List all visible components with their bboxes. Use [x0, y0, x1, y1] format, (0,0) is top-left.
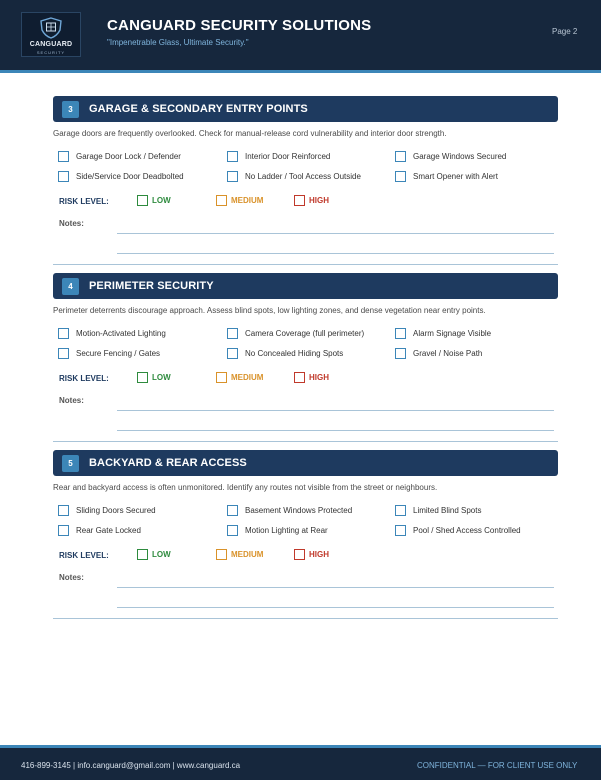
page-footer — [0, 748, 601, 780]
notes-label: Notes: — [59, 396, 84, 405]
checklist-item-label: No Concealed Hiding Spots — [245, 349, 344, 358]
footer-contact-info: 416-899-3145 | info.canguard@gmail.com | www.canguard.ca — [21, 761, 241, 770]
checklist-item-label: Sliding Doors Secured — [76, 506, 156, 515]
risk-high-checkbox[interactable] — [294, 195, 305, 206]
checklist-item-label: Limited Blind Spots — [413, 506, 482, 515]
section-divider — [53, 441, 558, 442]
risk-medium-label: MEDIUM — [231, 373, 264, 382]
section-number: 4 — [62, 278, 79, 295]
risk-low-checkbox[interactable] — [137, 549, 148, 560]
notes-line[interactable] — [117, 607, 554, 608]
notes-label: Notes: — [59, 219, 84, 228]
notes-line[interactable] — [117, 233, 554, 234]
checkbox[interactable] — [58, 348, 69, 359]
section-header-bar — [53, 450, 558, 476]
checkbox[interactable] — [395, 505, 406, 516]
risk-level-label: RISK LEVEL: — [59, 374, 109, 383]
checkbox[interactable] — [227, 151, 238, 162]
notes-line[interactable] — [117, 587, 554, 588]
section-description: Garage doors are frequently overlooked. Check for manual-release cord vulnerability and interior door strength. — [53, 129, 447, 138]
risk-low-label: LOW — [152, 373, 171, 382]
checklist-item-label: Motion-Activated Lighting — [76, 329, 166, 338]
checklist-item-label: Basement Windows Protected — [245, 506, 353, 515]
notes-line[interactable] — [117, 430, 554, 431]
risk-medium-label: MEDIUM — [231, 196, 264, 205]
section-description: Rear and backyard access is often unmonitored. Identify any routes not visible from the street or neighbours. — [53, 483, 438, 492]
checklist-item-label: Alarm Signage Visible — [413, 329, 492, 338]
checklist-item-label: Secure Fencing / Gates — [76, 349, 161, 358]
risk-low-label: LOW — [152, 196, 171, 205]
risk-medium-checkbox[interactable] — [216, 195, 227, 206]
checkbox[interactable] — [58, 151, 69, 162]
section-divider — [53, 264, 558, 265]
section-title: PERIMETER SECURITY — [89, 280, 214, 292]
section-title: GARAGE & SECONDARY ENTRY POINTS — [89, 103, 308, 115]
checkbox[interactable] — [395, 348, 406, 359]
checklist-item-label: Interior Door Reinforced — [245, 152, 331, 161]
section-title: BACKYARD & REAR ACCESS — [89, 457, 247, 469]
risk-high-label: HIGH — [309, 196, 329, 205]
checkbox[interactable] — [227, 328, 238, 339]
checkbox[interactable] — [58, 328, 69, 339]
risk-medium-label: MEDIUM — [231, 550, 264, 559]
risk-level-label: RISK LEVEL: — [59, 551, 109, 560]
checkbox[interactable] — [395, 328, 406, 339]
checklist-item-label: Rear Gate Locked — [76, 526, 141, 535]
company-logo — [21, 12, 81, 57]
checkbox[interactable] — [58, 505, 69, 516]
risk-high-label: HIGH — [309, 550, 329, 559]
checklist-item-label: Pool / Shed Access Controlled — [413, 526, 521, 535]
risk-low-label: LOW — [152, 550, 171, 559]
company-name: CANGUARD SECURITY SOLUTIONS — [107, 17, 372, 34]
checkbox[interactable] — [227, 525, 238, 536]
logo-wordmark: CANGUARD — [29, 41, 73, 48]
notes-line[interactable] — [117, 253, 554, 254]
risk-high-label: HIGH — [309, 373, 329, 382]
checkbox[interactable] — [395, 525, 406, 536]
checklist-item-label: Garage Windows Secured — [413, 152, 507, 161]
footer-confidential-notice: CONFIDENTIAL — FOR CLIENT USE ONLY — [417, 761, 578, 770]
checkbox[interactable] — [395, 151, 406, 162]
checklist-item-label: Smart Opener with Alert — [413, 172, 498, 181]
checkbox[interactable] — [58, 171, 69, 182]
checklist-item-label: Side/Service Door Deadbolted — [76, 172, 184, 181]
page-number: Page 2 — [552, 27, 578, 36]
checkbox[interactable] — [58, 525, 69, 536]
checklist-item-label: Camera Coverage (full perimeter) — [245, 329, 365, 338]
checkbox[interactable] — [395, 171, 406, 182]
risk-medium-checkbox[interactable] — [216, 372, 227, 383]
notes-label: Notes: — [59, 573, 84, 582]
header-divider — [0, 70, 601, 73]
checklist-item-label: Gravel / Noise Path — [413, 349, 483, 358]
checklist-item-label: Garage Door Lock / Defender — [76, 152, 181, 161]
logo-subtext: SECURITY — [36, 50, 66, 55]
section-number: 3 — [62, 101, 79, 118]
risk-medium-checkbox[interactable] — [216, 549, 227, 560]
section-divider — [53, 618, 558, 619]
risk-low-checkbox[interactable] — [137, 195, 148, 206]
checkbox[interactable] — [227, 505, 238, 516]
checklist-item-label: No Ladder / Tool Access Outside — [245, 172, 361, 181]
section-header-bar — [53, 273, 558, 299]
checkbox[interactable] — [227, 348, 238, 359]
company-tagline: "Impenetrable Glass, Ultimate Security." — [107, 38, 249, 47]
checklist-item-label: Motion Lighting at Rear — [245, 526, 328, 535]
risk-low-checkbox[interactable] — [137, 372, 148, 383]
risk-high-checkbox[interactable] — [294, 549, 305, 560]
risk-level-label: RISK LEVEL: — [59, 197, 109, 206]
notes-line[interactable] — [117, 410, 554, 411]
section-description: Perimeter deterrents discourage approach. Assess blind spots, low lighting zones, and dense vegetation near entry points. — [53, 306, 486, 315]
risk-high-checkbox[interactable] — [294, 372, 305, 383]
page-header — [0, 0, 601, 70]
section-number: 5 — [62, 455, 79, 472]
section-header-bar — [53, 96, 558, 122]
checkbox[interactable] — [227, 171, 238, 182]
shield-window-icon — [39, 17, 63, 39]
